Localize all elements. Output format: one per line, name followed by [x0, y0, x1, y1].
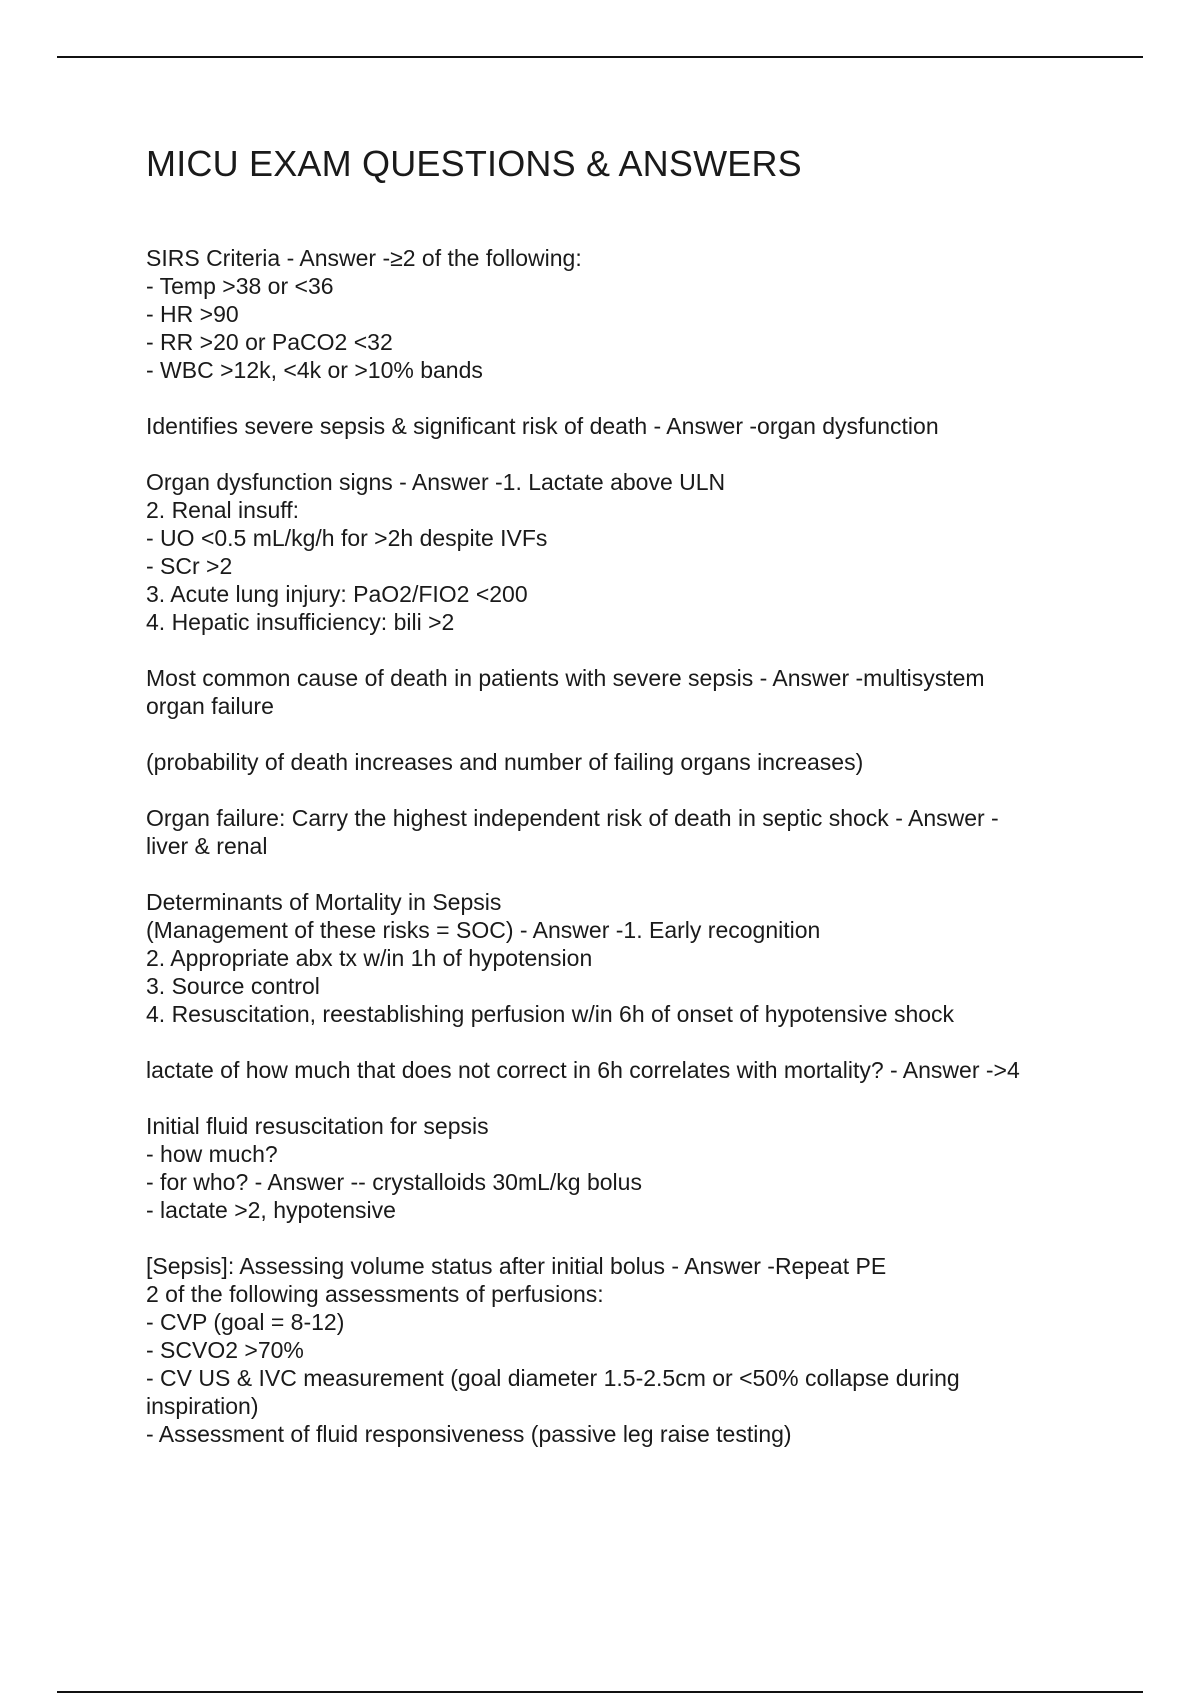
qa-entry-sirs-criteria: SIRS Criteria - Answer -≥2 of the following: - Temp >38 or <36 - HR >90 - RR >20 or PaCO2 <32 - WBC >12k, <4k or >10% bands: [146, 245, 582, 383]
qa-entry-mortality-determinants: Determinants of Mortality in Sepsis (Management of these risks = SOC) - Answer -1. Early recognition 2. Appropriate abx tx w/in 1h of hypotension 3. Source control 4. Resuscitation, reestablishing perfusion w/in 6h of onset of hypotensive shock: [146, 889, 955, 1027]
bottom-divider: [57, 1691, 1143, 1693]
top-divider: [57, 56, 1143, 58]
page-title: MICU EXAM QUESTIONS & ANSWERS: [146, 143, 802, 184]
qa-entry-fluid-resuscitation: Initial fluid resuscitation for sepsis - how much? - for who? - Answer -- crystalloids 30mL/kg bolus - lactate >2, hypotensive: [146, 1113, 642, 1223]
qa-entry-volume-status: [Sepsis]: Assessing volume status after initial bolus - Answer -Repeat PE 2 of the following assessments of perfusions: - CVP (goal = 8-12) - SCVO2 >70% - CV US & IVC measurement (goal diameter 1.5-2.5cm or <50% collapse during inspiration) - Assessment of fluid responsiveness (passive leg raise testing): [146, 1253, 960, 1447]
qa-entry-probability-note: (probability of death increases and number of failing organs increases): [146, 749, 864, 775]
qa-entry-severe-sepsis: Identifies severe sepsis & significant risk of death - Answer -organ dysfunction: [146, 413, 939, 439]
qa-entry-common-cause-death: Most common cause of death in patients with severe sepsis - Answer -multisystem organ failure: [146, 665, 985, 719]
document-body: [146, 140, 1086, 1476]
qa-entry-organ-failure-risk: Organ failure: Carry the highest independent risk of death in septic shock - Answer - liver & renal: [146, 805, 999, 859]
qa-entry-organ-dysfunction: Organ dysfunction signs - Answer -1. Lactate above ULN 2. Renal insuff: - UO <0.5 mL/kg/h for >2h despite IVFs - SCr >2 3. Acute lung injury: PaO2/FIO2 <200 4. Hepatic insufficiency: bili >2: [146, 469, 726, 635]
qa-entry-lactate: lactate of how much that does not correct in 6h correlates with mortality? - Answer ->4: [146, 1057, 1020, 1083]
